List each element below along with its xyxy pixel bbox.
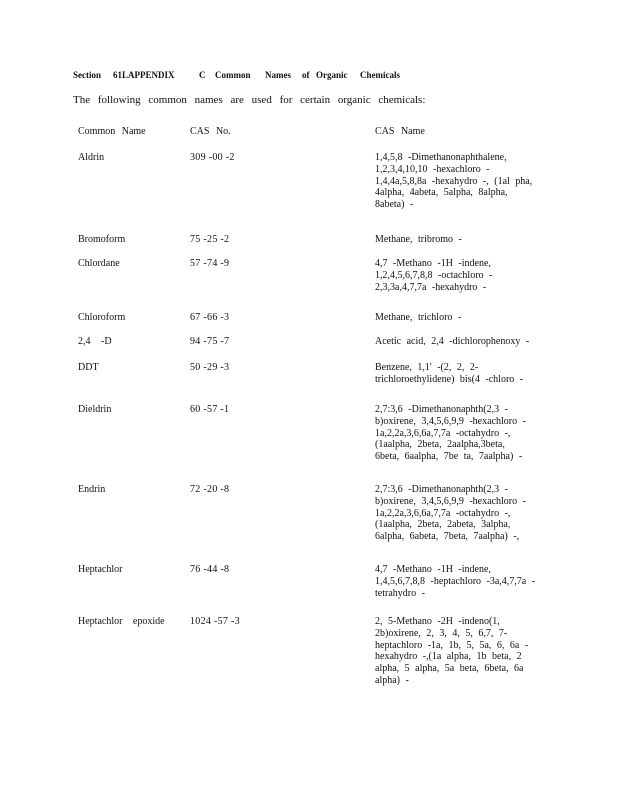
cas-name-line: 1,4,5,6,7,8,8 -heptachloro -3a,4,7,7a - <box>375 575 536 587</box>
cas-name-cell <box>375 362 545 386</box>
heading-section: Section <box>73 70 101 80</box>
cas-name-line: 2,7:3,6 -Dimethanonaphth(2,3 - <box>375 404 508 415</box>
cas-name-line: 8abeta) - <box>375 199 414 211</box>
cas-name-line: 4alpha, 4abeta, 5alpha, 8alpha, <box>375 187 508 199</box>
cas-name-line: b)oxirene, 3,4,5,6,9,9 -hexachloro - <box>375 495 526 507</box>
common-name-cell: Heptachlor epoxide <box>78 616 165 627</box>
heading-common: Common <box>215 70 251 80</box>
common-name-cell: 2,4 -D <box>78 336 112 347</box>
cas-name-line: 1a,2,2a,3,6,6a,7,7a -octahydro -, <box>375 507 511 519</box>
cas-name-line: (1aalpha, 2beta, 2aalpha,3beta, <box>375 439 505 451</box>
cas-name-line: 1,4,4a,5,8,8a -hexahydro -, (1al pha, <box>375 175 533 187</box>
cas-name-cell <box>375 312 545 324</box>
cas-name-line: heptachloro -1a, 1b, 5, 5a, 6, 6a - <box>375 639 529 651</box>
cas-name-cell <box>375 564 545 599</box>
cas-name-line: (1aalpha, 2beta, 2abeta, 3alpha, <box>375 519 511 531</box>
cas-name-line: Acetic acid, 2,4 -dichlorophenoxy - <box>375 336 530 347</box>
cas-name-line: 2,3,3a,4,7,7a -hexahydro - <box>375 281 487 293</box>
cas-name-line: 1a,2,2a,3,6,6a,7,7a -octahydro -, <box>375 427 511 439</box>
cas-name-line: 1,2,4,5,6,7,8,8 -octachloro - <box>375 269 493 281</box>
cas-name-cell <box>375 152 545 211</box>
heading-appendix: 61LAPPENDIX <box>113 70 175 80</box>
cas-name-line: 4,7 -Methano -1H -indene, <box>375 258 491 269</box>
cas-number-cell: 309 -00 -2 <box>190 152 235 163</box>
intro-text: The following common names are used for certain organic chemicals: <box>73 94 426 106</box>
cas-name-line: Benzene, 1,1' -(2, 2, 2- <box>375 362 479 373</box>
common-name-cell: Dieldrin <box>78 404 112 415</box>
cas-number-cell: 57 -74 -9 <box>190 258 230 269</box>
cas-name-line: alpha) - <box>375 674 409 686</box>
cas-name-cell <box>375 484 545 543</box>
common-name-cell: Bromoform <box>78 234 126 245</box>
cas-number-cell: 75 -25 -2 <box>190 234 230 245</box>
cas-name-line: 4,7 -Methano -1H -indene, <box>375 564 491 575</box>
header-cas-name: CAS Name <box>375 126 425 137</box>
common-name-cell: Heptachlor <box>78 564 123 575</box>
common-name-cell: Aldrin <box>78 152 105 163</box>
cas-name-line: 6beta, 6aalpha, 7be ta, 7aalpha) - <box>375 451 523 463</box>
cas-name-line: hexahydro -,(1a alpha, 1b beta, 2 <box>375 651 522 663</box>
common-name-cell: Endrin <box>78 484 106 495</box>
cas-number-cell: 67 -66 -3 <box>190 312 230 323</box>
cas-name-cell <box>375 404 545 463</box>
cas-number-cell: 94 -75 -7 <box>190 336 230 347</box>
cas-name-cell <box>375 616 545 687</box>
common-name-cell: DDT <box>78 362 99 373</box>
common-name-cell: Chloroform <box>78 312 126 323</box>
cas-number-cell: 60 -57 -1 <box>190 404 230 415</box>
heading-organic: Organic <box>316 70 348 80</box>
cas-number-cell: 1024 -57 -3 <box>190 616 240 627</box>
cas-name-cell <box>375 234 545 246</box>
cas-number-cell: 72 -20 -8 <box>190 484 230 495</box>
cas-name-line: alpha, 5 alpha, 5a beta, 6beta, 6a <box>375 663 524 675</box>
header-common-name: Common Name <box>78 126 146 137</box>
heading-chemicals: Chemicals <box>360 70 400 80</box>
cas-name-line: 2, 5-Methano -2H -indeno(1, <box>375 616 500 627</box>
cas-name-line: b)oxirene, 3,4,5,6,9,9 -hexachloro - <box>375 415 526 427</box>
common-name-cell: Chlordane <box>78 258 120 269</box>
heading-names: Names <box>265 70 291 80</box>
cas-name-line: 1,4,5,8 -Dimethanonaphthalene, <box>375 152 507 163</box>
heading-c: C <box>199 70 206 80</box>
cas-name-line: 6alpha, 6abeta, 7beta, 7aalpha) -, <box>375 531 520 543</box>
heading-of: of <box>302 70 310 80</box>
cas-name-line: 2b)oxirene, 2, 3, 4, 5, 6,7, 7- <box>375 627 508 639</box>
cas-name-line: 1,2,3,4,10,10 -hexachloro - <box>375 163 490 175</box>
cas-name-cell <box>375 258 545 293</box>
cas-name-line: Methane, tribromo - <box>375 234 462 245</box>
header-cas-no: CAS No. <box>190 126 231 137</box>
cas-name-cell <box>375 336 545 348</box>
cas-name-line: Methane, trichloro - <box>375 312 462 323</box>
cas-number-cell: 50 -29 -3 <box>190 362 230 373</box>
cas-number-cell: 76 -44 -8 <box>190 564 230 575</box>
cas-name-line: tetrahydro - <box>375 587 425 599</box>
cas-name-line: 2,7:3,6 -Dimethanonaphth(2,3 - <box>375 484 508 495</box>
cas-name-line: trichloroethylidene) bis(4 -chloro - <box>375 373 524 385</box>
